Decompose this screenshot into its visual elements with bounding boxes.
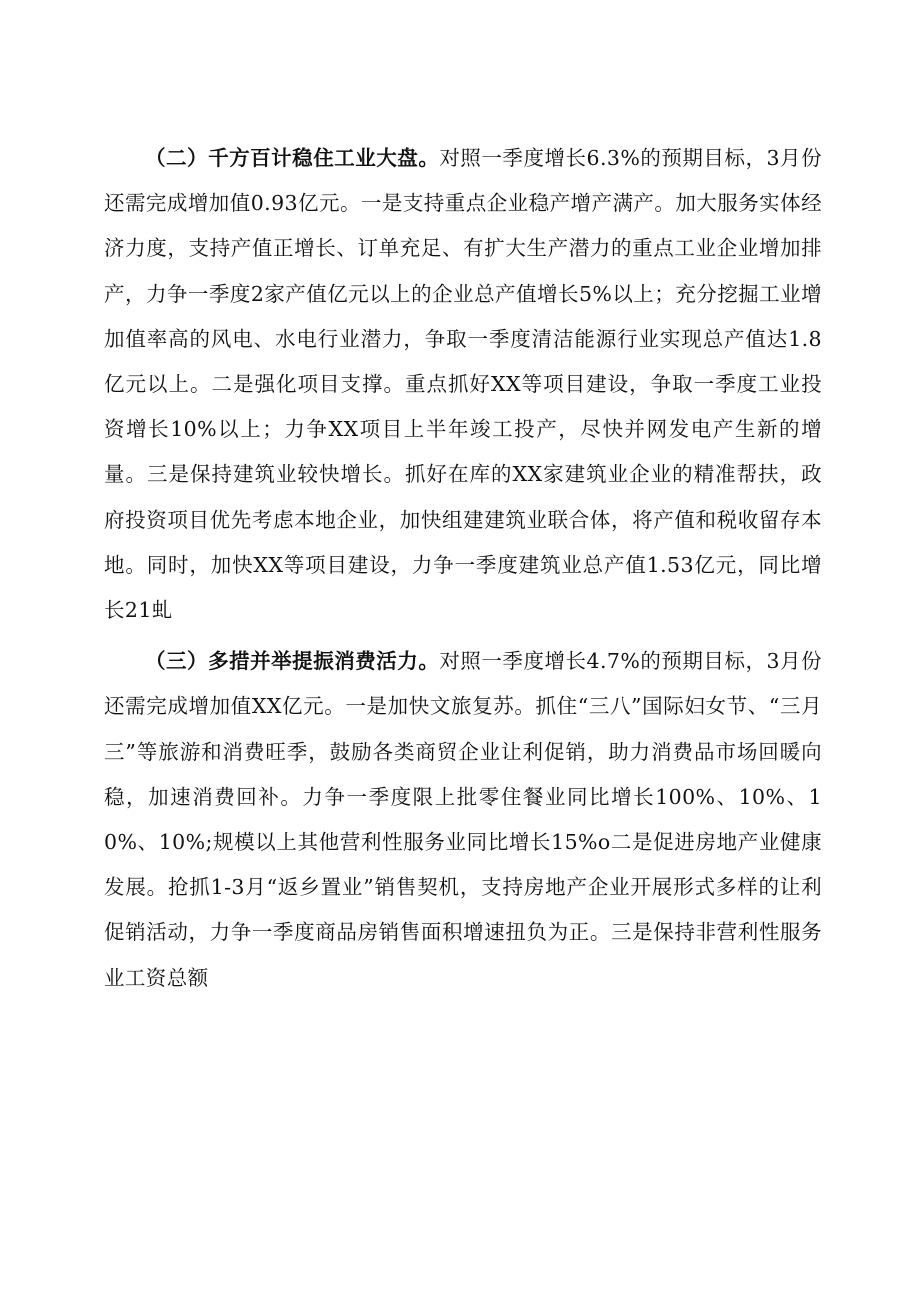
paragraph-industry xyxy=(104,136,822,633)
paragraph-text-industry: 对照一季度增长6.3%的预期目标，3月份还需完成增加值0.93亿元。一是支持重点企业稳产增产满产。加大服务实体经济力度，支持产值正增长、订单充足、有扩大生产潜力的重点工业企业增加排产，力争一季度2家产值亿元以上的企业总产值增长5%以上；充分挖掘工业增加值率高的风电、水电行业潜力，争取一季度清洁能源行业实现总产值达1.8亿元以上。二是强化项目支撑。重点抓好XX等项目建设，争取一季度工业投资增长10%以上；力争XX项目上半年竣工投产，尽快并网发电产生新的增量。三是保持建筑业较快增长。抓好在库的XX家建筑业企业的精准帮扶，政府投资项目优先考虑本地企业，加快组建建筑业联合体，将产值和税收留存本地。同时，加快XX等项目建设，力争一季度建筑业总产值1.53亿元，同比增长21虬 xyxy=(104,146,822,623)
paragraph-text-consumption: 对照一季度增长4.7%的预期目标，3月份还需完成增加值XX亿元。一是加快文旅复苏。抓住“三八”国际妇女节、“三月三”等旅游和消费旺季，鼓励各类商贸企业让利促销，助力消费品市场回暖向稳，加速消费回补。力争一季度限上批零住餐业同比增长100%、10%、10%、10%;规模以上其他营利性服务业同比增长15%o二是促进房地产业健康发展。抢抓1-3月“返乡置业”销售契机，支持房地产企业开展形式多样的让利促销活动，力争一季度商品房销售面积增速扭负为正。三是保持非营利性服务业工资总额 xyxy=(104,649,822,990)
document-body xyxy=(104,136,822,1001)
paragraph-consumption xyxy=(104,639,822,1001)
paragraph-heading-consumption: （三）多措并举提振消费活力。 xyxy=(145,649,440,674)
paragraph-heading-industry: （二）千方百计稳住工业大盘。 xyxy=(145,146,440,170)
